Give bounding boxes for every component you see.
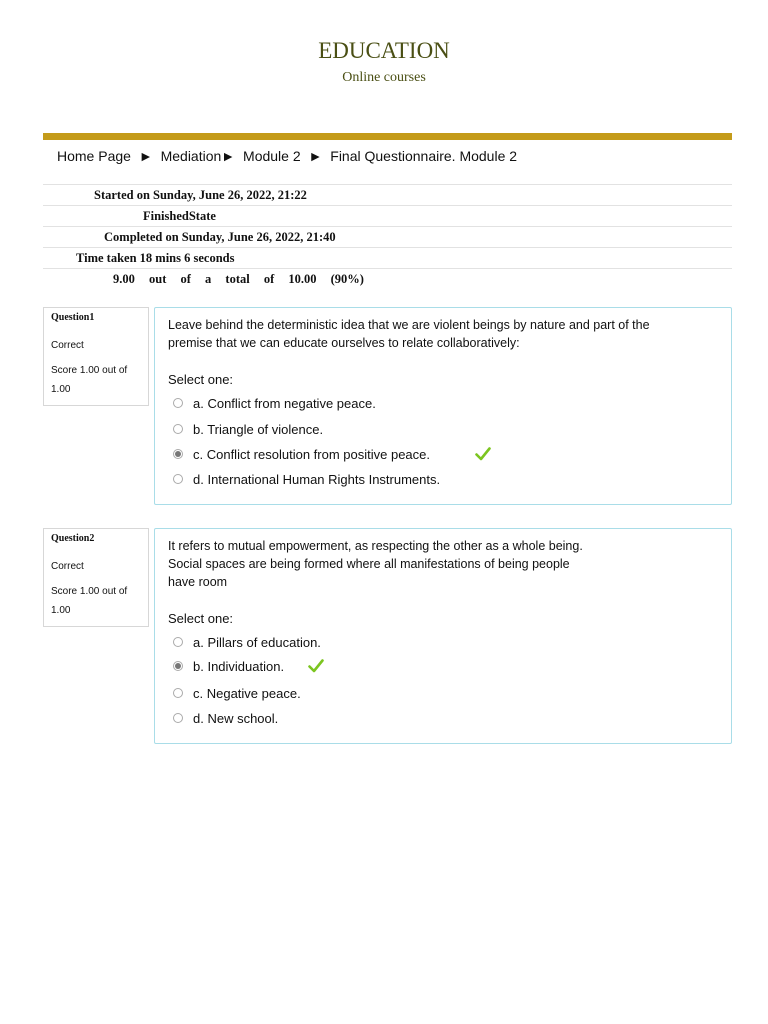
radio-button-selected[interactable]	[173, 449, 183, 459]
breadcrumb-current-page[interactable]: Final Questionnaire. Module 2	[330, 148, 518, 164]
summary-row-completed	[43, 226, 732, 247]
summary-started-text: Started on Sunday, June 26, 2022, 21:22	[94, 188, 307, 202]
answer-option-label: b. Triangle of violence.	[193, 421, 324, 437]
select-one-label: Select one:	[168, 372, 234, 387]
question-score: Score 1.00 out of 1.00	[51, 365, 128, 395]
answer-option-label: d. New school.	[193, 710, 279, 726]
answer-option-label: b. Individuation.	[193, 658, 285, 674]
radio-button-selected[interactable]	[173, 661, 183, 671]
radio-button[interactable]	[173, 398, 183, 408]
answer-option-c[interactable]	[173, 445, 430, 463]
radio-button[interactable]	[173, 637, 183, 647]
summary-row-started	[43, 184, 732, 205]
breadcrumb-separator-icon: ►	[221, 148, 236, 164]
answer-option-label: a. Conflict from negative peace.	[193, 395, 376, 411]
answer-option-label: d. International Human Rights Instruments.	[193, 471, 441, 487]
breadcrumb	[57, 148, 517, 164]
question-content-box	[154, 307, 732, 505]
question-number: Question2	[51, 533, 95, 544]
question-content-box	[154, 528, 732, 744]
question-text-line: It refers to mutual empowerment, as respecting the other as a whole being.	[168, 539, 583, 553]
check-icon	[475, 447, 491, 461]
summary-row-state	[43, 205, 732, 226]
site-subtitle: Online courses	[342, 70, 426, 85]
breadcrumb-separator-icon: ►	[138, 148, 153, 164]
summary-row-score	[43, 268, 732, 289]
answer-option-d[interactable]	[173, 470, 440, 488]
radio-button[interactable]	[173, 688, 183, 698]
question-text-line: Leave behind the deterministic idea that we are violent beings by nature and part of the	[168, 318, 650, 332]
breadcrumb-home-link[interactable]: Home Page	[57, 148, 131, 164]
answer-option-c[interactable]	[173, 684, 301, 702]
summary-score-text: 9.00 out of a total of 10.00 (90%)	[113, 272, 364, 286]
radio-button[interactable]	[173, 474, 183, 484]
question-text-line: have room	[168, 575, 228, 589]
question-text	[168, 537, 583, 591]
breadcrumb-mediation-link[interactable]: Mediation	[160, 148, 222, 164]
question-number: Question1	[51, 312, 95, 323]
summary-time-text: Time taken 18 mins 6 seconds	[76, 251, 235, 265]
attempt-summary-table	[43, 184, 732, 289]
summary-completed-text: Completed on Sunday, June 26, 2022, 21:40	[104, 230, 336, 244]
answer-option-b[interactable]	[173, 657, 284, 675]
answer-option-a[interactable]	[173, 394, 376, 412]
summary-state-text: FinishedState	[143, 209, 216, 223]
question-info-box	[43, 528, 149, 627]
radio-button[interactable]	[173, 713, 183, 723]
answer-option-label: a. Pillars of education.	[193, 634, 321, 650]
summary-row-time	[43, 247, 732, 268]
header-divider-bar	[43, 133, 732, 140]
check-icon	[308, 659, 324, 673]
answer-option-a[interactable]	[173, 633, 321, 651]
question-text-line: Social spaces are being formed where all manifestations of being people	[168, 557, 570, 571]
radio-button[interactable]	[173, 424, 183, 434]
select-one-label: Select one:	[168, 611, 234, 626]
answer-option-label: c. Negative peace.	[193, 685, 301, 701]
question-status: Correct	[51, 561, 84, 572]
question-status: Correct	[51, 340, 84, 351]
answer-option-b[interactable]	[173, 420, 323, 438]
question-score: Score 1.00 out of 1.00	[51, 586, 128, 616]
question-text-line: premise that we can educate ourselves to relate collaboratively:	[168, 336, 520, 350]
breadcrumb-separator-icon: ►	[308, 148, 323, 164]
breadcrumb-module-link[interactable]: Module 2	[243, 148, 301, 164]
question-info-box	[43, 307, 149, 406]
question-text	[168, 316, 650, 352]
answer-option-d[interactable]	[173, 709, 278, 727]
site-title: EDUCATION	[318, 38, 450, 63]
answer-option-label: c. Conflict resolution from positive peace.	[193, 446, 430, 462]
